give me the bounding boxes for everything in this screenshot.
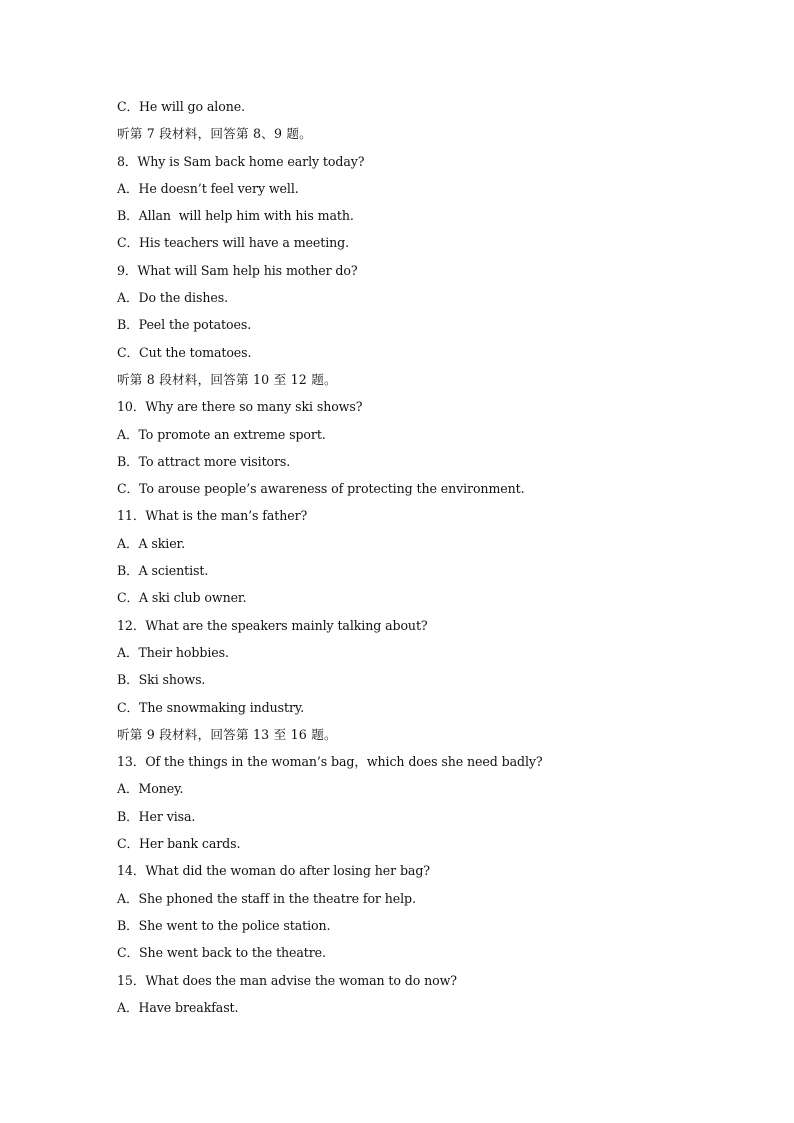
question-text: 11．What is the man’s father?: [117, 508, 308, 524]
section-heading: 听第 7 段材料，回答第 8、9 题。: [117, 126, 312, 142]
answer-option: C．Her bank cards.: [117, 836, 241, 852]
answer-option: B．Ski shows.: [117, 672, 206, 688]
answer-option: C．A ski club owner.: [117, 590, 247, 606]
answer-option: B．Peel the potatoes.: [117, 317, 252, 333]
answer-option: A．A skier.: [117, 535, 186, 551]
answer-option: A．Have breakfast.: [117, 999, 239, 1015]
question-text: 13．Of the things in the woman’s bag，which does she need badly?: [117, 754, 543, 770]
question-text: 12．What are the speakers mainly talking about?: [117, 617, 428, 633]
answer-option: B．She went to the police station.: [117, 917, 331, 933]
question-text: 9．What will Sam help his mother do?: [117, 262, 358, 278]
question-text: 10．Why are there so many ski shows?: [117, 399, 363, 415]
section-heading: 听第 9 段材料，回答第 13 至 16 题。: [117, 726, 337, 742]
answer-option: C．He will go alone.: [117, 99, 245, 114]
answer-option: B．A scientist.: [117, 563, 209, 579]
answer-option: A．He doesn’t feel very well.: [117, 180, 299, 196]
answer-option: A．She phoned the staff in the theatre for help.: [117, 890, 416, 906]
answer-option: C．To arouse people’s awareness of protecting the environment.: [117, 481, 525, 497]
answer-option: B．Allan will help him with his math.: [117, 208, 354, 224]
answer-option: A．Money.: [117, 781, 184, 797]
answer-option: C．The snowmaking industry.: [117, 699, 305, 715]
answer-option: A．To promote an extreme sport.: [117, 426, 326, 442]
answer-option: C．His teachers will have a meeting.: [117, 235, 350, 251]
document-body: [117, 93, 717, 1021]
section-heading: 听第 8 段材料，回答第 10 至 12 题。: [117, 371, 337, 387]
question-text: 15．What does the man advise the woman to do now?: [117, 972, 457, 988]
question-text: 14．What did the woman do after losing her bag?: [117, 863, 430, 879]
answer-option: C．Cut the tomatoes.: [117, 344, 252, 360]
answer-option: C．She went back to the theatre.: [117, 945, 326, 961]
answer-option: B．To attract more visitors.: [117, 453, 291, 469]
question-text: 8．Why is Sam back home early today?: [117, 153, 365, 169]
answer-option: A．Their hobbies.: [117, 644, 229, 660]
answer-option: B．Her visa.: [117, 808, 196, 824]
answer-option: A．Do the dishes.: [117, 290, 228, 306]
